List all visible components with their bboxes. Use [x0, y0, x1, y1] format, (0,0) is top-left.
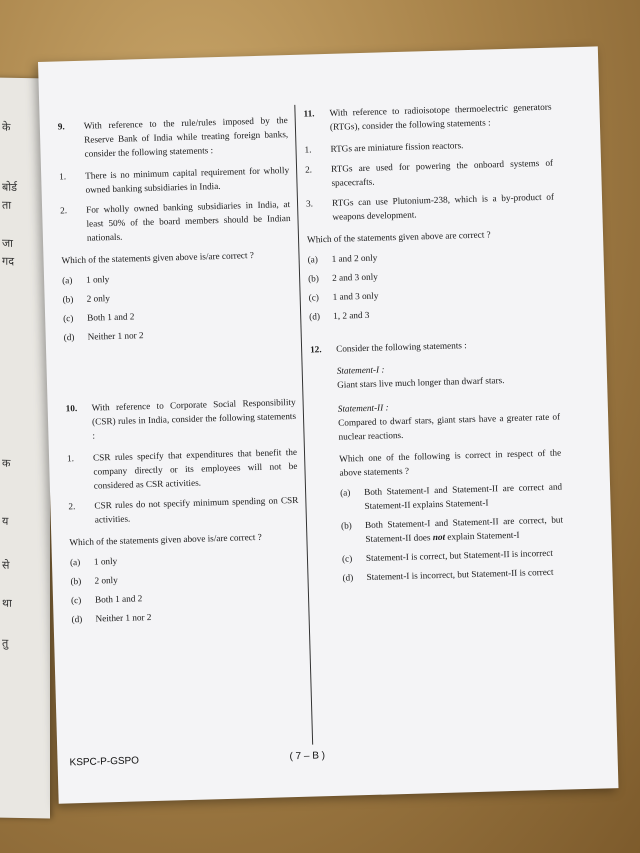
- option-text: Statement-I is incorrect, but Statement-II is correct: [366, 566, 554, 583]
- margin-fragment: तु: [2, 636, 9, 650]
- question-11: [303, 100, 552, 135]
- exam-page: [38, 46, 618, 803]
- option-label: (b): [70, 575, 82, 587]
- option-label: (c): [63, 313, 74, 324]
- statement-number: 1.: [304, 144, 312, 155]
- option-text: Both Statement-I and Statement-II are correct, but Statement-II does: [364, 514, 564, 545]
- statement-number: 3.: [305, 198, 314, 209]
- option-d[interactable]: [71, 606, 301, 626]
- question-10: [65, 395, 296, 443]
- statement-2-heading: Statement-II :: [337, 402, 389, 414]
- statement-text: CSR rules do not specify minimum spending on CSR activities.: [94, 494, 299, 525]
- option-text: Neither 1 nor 2: [95, 612, 152, 624]
- option-d[interactable]: [309, 303, 557, 324]
- statement-number: 2.: [304, 164, 313, 175]
- option-text: Both 1 and 2: [87, 311, 135, 323]
- question-number: 10.: [65, 403, 78, 414]
- statement-block: [311, 358, 565, 586]
- statement: [305, 156, 554, 191]
- spacer: [64, 343, 295, 401]
- option-label: (b): [62, 294, 74, 305]
- statement-number: 1.: [66, 453, 75, 464]
- question-number: 9.: [57, 121, 65, 132]
- question-prompt: Which of the statements given above is/are correct ?: [69, 531, 262, 548]
- option-label: (d): [342, 572, 354, 583]
- option-text: 1 only: [93, 555, 118, 567]
- option-label: (a): [61, 275, 73, 286]
- left-column: [58, 113, 302, 631]
- statement: [304, 136, 552, 157]
- option-text: Both Statement-I and Statement-II are correct and Statement-II explains Statement-I: [363, 481, 563, 512]
- booklet-code: KSPC-P-GSPO: [69, 755, 140, 769]
- question-stem: With reference to Corporate Social Responsibility (CSR) rules in India, consider the following statements :: [91, 396, 297, 441]
- statement-text: RTGs are miniature fission reactors.: [330, 140, 464, 154]
- option-text: 1 and 2 only: [331, 252, 378, 264]
- statement-text: There is no minimum capital requirement for wholly owned banking subsidiaries in India.: [85, 165, 290, 195]
- statement-number: 1.: [59, 171, 67, 182]
- option-text: Statement-I is correct, but Statement-II is incorrect: [365, 547, 554, 564]
- option-c[interactable]: [342, 546, 564, 566]
- statement: [67, 445, 298, 493]
- emphasis-not: not: [432, 531, 446, 543]
- option-label: (a): [307, 254, 318, 265]
- option-text: 2 only: [86, 293, 110, 304]
- question-stem: With reference to the rule/rules imposed by the Reserve Bank of India while treating foreign banks, consider the following statements :: [83, 115, 289, 159]
- option-b[interactable]: [341, 513, 564, 547]
- option-label: (a): [340, 487, 351, 498]
- margin-fragment: क: [2, 456, 11, 470]
- option-text: Neither 1 nor 2: [87, 330, 144, 342]
- option-label: (c): [70, 595, 82, 606]
- option-c[interactable]: [308, 284, 556, 305]
- option-c[interactable]: [63, 305, 293, 325]
- question-9: [58, 113, 289, 161]
- statement-text: RTGs are used for powering the onboard systems of spacecrafts.: [330, 157, 554, 188]
- question-stem: With reference to radioisotope thermoelectric generators (RTGs), consider the following statements :: [329, 101, 552, 132]
- statement-number: 2.: [60, 205, 68, 216]
- margin-fragment: से: [2, 558, 10, 572]
- statement-text: For wholly owned banking subsidiaries in India, at least 50% of the board members should be Indian nationals.: [86, 199, 291, 243]
- option-text: 1 and 3 only: [332, 290, 379, 302]
- option-a[interactable]: [307, 246, 555, 267]
- option-label: (c): [308, 292, 320, 303]
- statement: [68, 493, 299, 527]
- question-stem: Consider the following statements :: [335, 340, 467, 354]
- option-d[interactable]: [64, 324, 294, 344]
- question-number: 12.: [309, 344, 322, 355]
- margin-fragment: ता: [2, 198, 12, 212]
- option-label: (b): [340, 520, 352, 531]
- question-prompt: Which of the statements given above are correct ?: [306, 229, 491, 245]
- statement-2-text: Compared to dwarf stars, giant stars have a greater rate of nuclear reactions.: [338, 411, 561, 442]
- option-d[interactable]: [342, 565, 564, 585]
- option-text: 1, 2 and 3: [333, 309, 370, 321]
- option-text: 1 only: [85, 274, 110, 285]
- margin-fragment: था: [2, 596, 12, 610]
- right-column: [303, 100, 564, 591]
- option-label: (c): [341, 553, 353, 564]
- statement: [60, 197, 291, 245]
- margin-fragment: बोर्ड: [2, 180, 18, 194]
- margin-fragment: जा: [2, 236, 14, 250]
- option-b[interactable]: [70, 568, 300, 588]
- option-a[interactable]: [70, 549, 300, 569]
- option-text-end: explain Statement-I: [444, 529, 520, 542]
- margin-fragment: के: [2, 120, 11, 134]
- statement: [59, 163, 290, 197]
- option-text: Both 1 and 2: [94, 593, 143, 605]
- option-text: 2 and 3 only: [332, 271, 378, 283]
- statement-text: RTGs can use Plutonium-238, which is a by-product of weapons development.: [331, 191, 555, 222]
- option-b[interactable]: [308, 265, 556, 286]
- option-label: (d): [309, 311, 321, 322]
- margin-fragment: य: [2, 514, 9, 528]
- option-label: (b): [308, 273, 320, 284]
- option-label: (a): [69, 557, 81, 568]
- question-prompt: Which one of the following is correct in respect of the above statements ?: [339, 447, 562, 478]
- question-prompt: Which of the statements given above is/are correct ?: [61, 250, 254, 266]
- option-label: (d): [71, 613, 83, 625]
- question-number: 11.: [303, 108, 315, 119]
- option-a[interactable]: [62, 267, 292, 287]
- option-c[interactable]: [71, 587, 301, 607]
- option-b[interactable]: [62, 286, 292, 306]
- option-label: (d): [63, 332, 75, 343]
- margin-fragment: गद: [2, 254, 15, 268]
- statement-text: CSR rules specify that expenditures that benefit the company directly or its employees will not be considered as CSR activities.: [92, 446, 298, 491]
- page-number: ( 7 – B ): [289, 750, 326, 763]
- statement-1-heading: Statement-I :: [336, 364, 385, 376]
- option-a[interactable]: [340, 480, 563, 514]
- statement: [306, 190, 555, 225]
- statement-1-text: Giant stars live much longer than dwarf stars.: [336, 375, 505, 390]
- statement-number: 2.: [68, 501, 76, 512]
- option-text: 2 only: [94, 574, 118, 586]
